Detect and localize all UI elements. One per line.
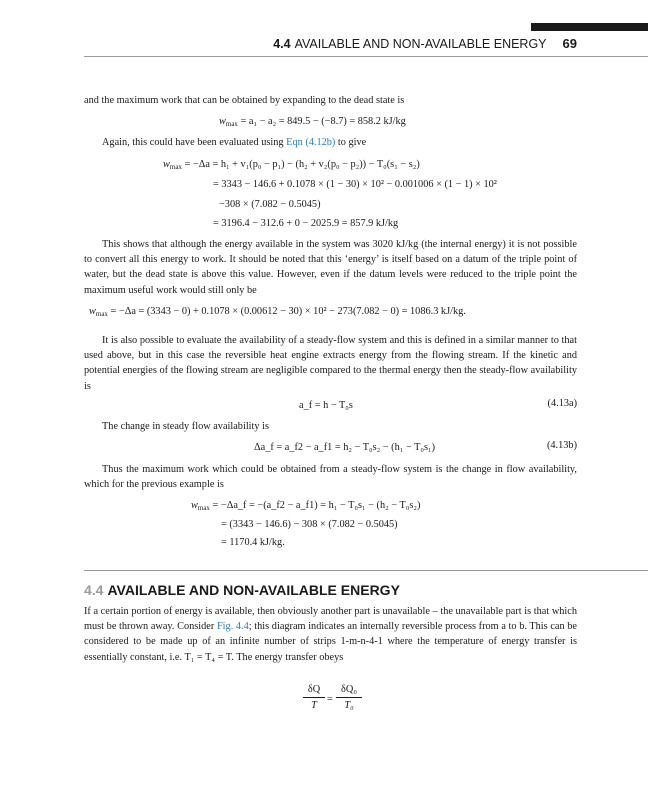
paragraph-3: [84, 237, 577, 298]
running-header: [84, 36, 577, 51]
equation-wmax-2-line4: = 3196.4 − 312.6 + 0 − 2025.9 = 857.9 kJ/kg: [213, 218, 399, 229]
paragraph-3-text: This shows that although the energy available in the system was 3020 kJ/kg (the internal energy) it is not possible to convert all this energy to work. It should be noted that this ‘energy’ is itself based on a datum of the triple point of water, but the dead state is above this value. However, even if the datum levels were reduced to the triple point the maximum useful work would still only be: [84, 239, 577, 296]
wmax-symbol: w: [89, 306, 96, 317]
equation-wmax-4-line3: = 1170.4 kJ/kg.: [221, 537, 285, 548]
paragraph-5: The change in steady flow availability is: [102, 421, 269, 432]
equation-wmax-3: [89, 304, 466, 319]
fraction-left-denominator: T: [311, 700, 317, 711]
header-section-title: AVAILABLE AND NON-AVAILABLE ENERGY: [294, 37, 547, 51]
paragraph-1: and the maximum work that can be obtained by expanding to the dead state is: [84, 95, 405, 106]
paragraph-4-text: It is also possible to evaluate the availability of a steady-flow system and this is defined in a similar manner to that used above, but in this case the reversible heat engine extracts energy from the flowing stream. If the kinetic and potential energies of the flowing stream are negligible compared to the thermal energy then the steady-flow availability is: [84, 335, 577, 392]
paragraph-7: [84, 604, 577, 665]
header-rule: [84, 56, 648, 57]
equation-body: = −Δa = (3343 − 0) + 0.1078 × (0.00612 − 30) × 10² − 273(7.082 − 0) = 1086.3 kJ/kg.: [110, 306, 466, 317]
equation-wmax-2-line2: = 3343 − 146.6 + 0.1078 × (1 − 30) × 10² − 0.001006 × (1 − 1) × 10²: [213, 179, 497, 190]
fraction-left: [303, 684, 325, 711]
equation-4-13a: a_f = h − T₀s: [299, 400, 353, 411]
equation-4-13b: Δa_f = a_f2 − a_f1 = h₂ − T₀s₂ − (h₁ − T₀s₁): [254, 442, 436, 453]
page-number: 69: [562, 36, 577, 51]
equation-body: = a₁ − a₂ = 849.5 − (−8.7) = 858.2 kJ/kg: [240, 116, 406, 127]
wmax-symbol: w: [191, 500, 198, 511]
fig-4-4-link[interactable]: Fig. 4.4: [216, 621, 249, 633]
equation-body: = −Δa = h₁ + v₁(p₀ − p₁) − (h₂ + v₂(p₀ − p₂)) − T₀(s₁ − s₂): [184, 159, 420, 170]
fraction-right-denominator: T₀: [344, 700, 354, 711]
fraction-right-numerator: δQ₀: [341, 684, 357, 695]
header-section-number: 4.4: [273, 37, 291, 51]
wmax-subscript: max: [197, 504, 210, 512]
section-heading: [84, 582, 400, 598]
header-accent-bar: [531, 23, 648, 31]
fraction-left-numerator: δQ: [307, 684, 321, 695]
paragraph-6: [84, 462, 577, 492]
equation-wmax-4-line2: = (3343 − 146.6) − 308 × (7.082 − 0.5045): [221, 519, 398, 530]
paragraph-2-tail: to give: [335, 137, 367, 148]
paragraph-4: [84, 333, 577, 394]
equation-number-4-13a: (4.13a): [547, 398, 577, 409]
equation-wmax-4-line1: [191, 498, 420, 513]
section-heading-title: AVAILABLE AND NON-AVAILABLE ENERGY: [107, 582, 400, 598]
paragraph-7-text: If a certain portion of energy is available, then obviously another part is unavailable – the unavailable part is that which must be thrown away. Consider: [84, 606, 577, 633]
equals-sign: =: [327, 694, 333, 705]
wmax-subscript: max: [95, 310, 108, 318]
section-heading-number: 4.4: [84, 582, 104, 598]
equation-wmax-1: [219, 114, 406, 129]
wmax-symbol: w: [163, 159, 170, 170]
fraction-right: [336, 684, 362, 711]
section-rule: [84, 570, 648, 571]
wmax-subscript: max: [225, 120, 238, 128]
paragraph-2-text: Again, this could have been evaluated using: [102, 137, 287, 148]
eqn-4-12b-link[interactable]: Eqn (4.12b): [286, 137, 336, 148]
wmax-subscript: max: [169, 163, 182, 171]
paragraph-7-tail: ; this diagram indicates an internally reversible process from a to b. This can be considered to be made up of an infinite number of strips 1-m-n-4-1 where the temperature of energy transfer is essentially constant, i.e. T₁ = T₄ = T. The energy transfer obeys: [84, 621, 577, 663]
equation-number-4-13b: (4.13b): [546, 440, 577, 451]
paragraph-2: [102, 135, 577, 150]
paragraph-6-text: Thus the maximum work which could be obtained from a steady-flow system is the change in flow availability, which for the previous example is: [84, 464, 577, 491]
equation-body: = −Δa_f = −(a_f2 − a_f1) = h₁ − T₀s₁ − (h₂ − T₀s₂): [212, 500, 421, 511]
wmax-symbol: w: [219, 116, 226, 127]
equation-wmax-2-line1: [163, 157, 420, 172]
equation-wmax-2-line3: −308 × (7.082 − 0.5045): [219, 199, 321, 210]
